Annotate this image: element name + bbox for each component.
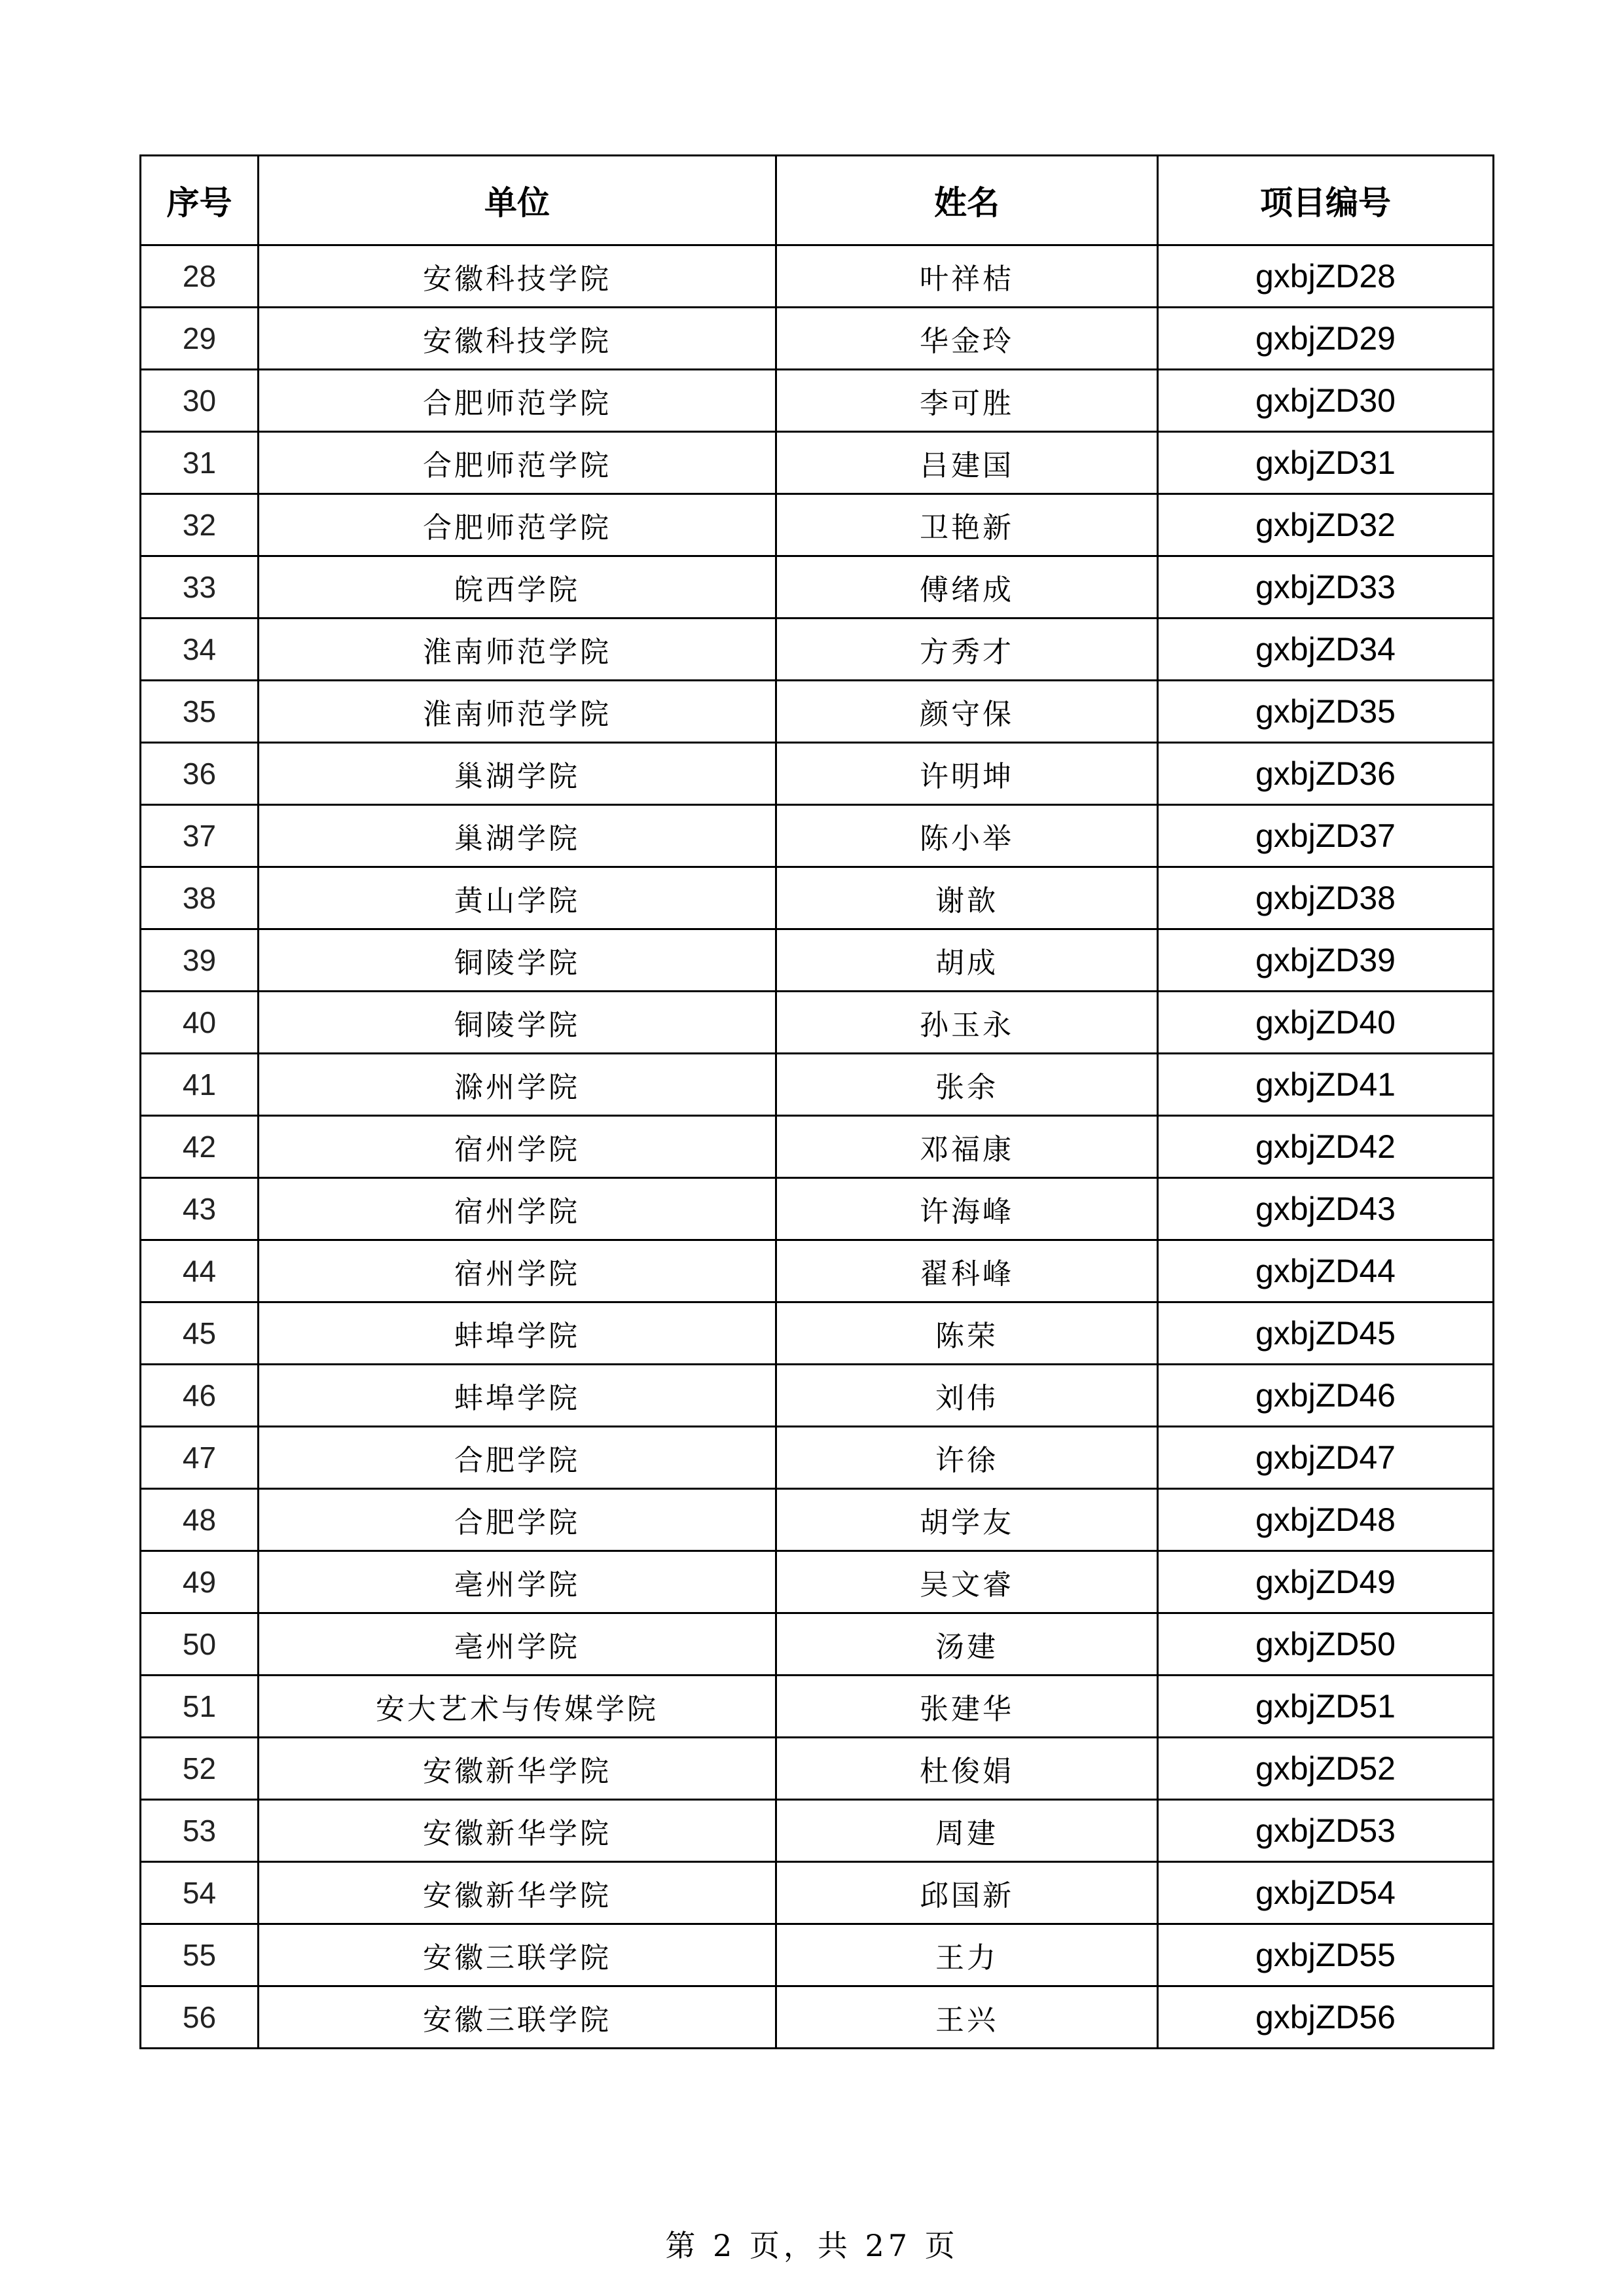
cell-index: 32 — [141, 494, 259, 556]
cell-name: 华金玲 — [776, 308, 1158, 370]
cell-name: 吴文睿 — [776, 1551, 1158, 1613]
cell-name: 周建 — [776, 1800, 1158, 1862]
table-row — [141, 308, 1494, 370]
cell-unit: 宿州学院 — [259, 1240, 776, 1302]
cell-index: 34 — [141, 619, 259, 681]
cell-project-code: gxbjZD36 — [1158, 743, 1494, 805]
cell-unit: 铜陵学院 — [259, 992, 776, 1054]
cell-index: 46 — [141, 1365, 259, 1427]
cell-name: 杜俊娟 — [776, 1738, 1158, 1800]
cell-name: 邱国新 — [776, 1862, 1158, 1924]
cell-name: 陈荣 — [776, 1302, 1158, 1365]
cell-unit: 淮南师范学院 — [259, 681, 776, 743]
cell-project-code: gxbjZD30 — [1158, 370, 1494, 432]
table-row — [141, 432, 1494, 494]
cell-project-code: gxbjZD40 — [1158, 992, 1494, 1054]
cell-index: 56 — [141, 1986, 259, 2049]
cell-index: 44 — [141, 1240, 259, 1302]
cell-unit: 安徽科技学院 — [259, 245, 776, 308]
cell-unit: 亳州学院 — [259, 1551, 776, 1613]
table-row — [141, 1365, 1494, 1427]
table-row — [141, 1489, 1494, 1551]
page-footer: 第 2 页，共 27 页 — [665, 2228, 959, 2263]
cell-name: 王力 — [776, 1924, 1158, 1986]
cell-name: 陈小举 — [776, 805, 1158, 867]
cell-index: 50 — [141, 1613, 259, 1676]
cell-project-code: gxbjZD31 — [1158, 432, 1494, 494]
cell-unit: 皖西学院 — [259, 556, 776, 619]
cell-project-code: gxbjZD45 — [1158, 1302, 1494, 1365]
cell-name: 胡成 — [776, 929, 1158, 992]
cell-index: 54 — [141, 1862, 259, 1924]
cell-index: 29 — [141, 308, 259, 370]
cell-index: 30 — [141, 370, 259, 432]
cell-name: 汤建 — [776, 1613, 1158, 1676]
cell-unit: 安徽新华学院 — [259, 1738, 776, 1800]
cell-index: 35 — [141, 681, 259, 743]
cell-unit: 淮南师范学院 — [259, 619, 776, 681]
table-row — [141, 245, 1494, 308]
cell-index: 43 — [141, 1178, 259, 1240]
cell-project-code: gxbjZD29 — [1158, 308, 1494, 370]
header-name: 姓名 — [776, 156, 1158, 245]
cell-unit: 巢湖学院 — [259, 743, 776, 805]
project-list-table — [139, 154, 1494, 2049]
cell-project-code: gxbjZD51 — [1158, 1676, 1494, 1738]
cell-unit: 安徽三联学院 — [259, 1986, 776, 2049]
table-row — [141, 1302, 1494, 1365]
cell-index: 48 — [141, 1489, 259, 1551]
cell-unit: 黄山学院 — [259, 867, 776, 929]
cell-name: 邓福康 — [776, 1116, 1158, 1178]
cell-index: 49 — [141, 1551, 259, 1613]
table-row — [141, 556, 1494, 619]
cell-project-code: gxbjZD48 — [1158, 1489, 1494, 1551]
cell-name: 谢歆 — [776, 867, 1158, 929]
cell-index: 47 — [141, 1427, 259, 1489]
cell-project-code: gxbjZD47 — [1158, 1427, 1494, 1489]
cell-index: 31 — [141, 432, 259, 494]
cell-index: 51 — [141, 1676, 259, 1738]
table-row — [141, 1862, 1494, 1924]
cell-unit: 安徽科技学院 — [259, 308, 776, 370]
cell-project-code: gxbjZD38 — [1158, 867, 1494, 929]
cell-name: 叶祥桔 — [776, 245, 1158, 308]
cell-project-code: gxbjZD35 — [1158, 681, 1494, 743]
cell-name: 王兴 — [776, 1986, 1158, 2049]
cell-index: 38 — [141, 867, 259, 929]
table-row — [141, 867, 1494, 929]
cell-index: 55 — [141, 1924, 259, 1986]
table-row — [141, 1613, 1494, 1676]
cell-index: 28 — [141, 245, 259, 308]
cell-name: 吕建国 — [776, 432, 1158, 494]
table-row — [141, 1240, 1494, 1302]
cell-index: 45 — [141, 1302, 259, 1365]
cell-unit: 蚌埠学院 — [259, 1365, 776, 1427]
cell-project-code: gxbjZD46 — [1158, 1365, 1494, 1427]
cell-project-code: gxbjZD34 — [1158, 619, 1494, 681]
table-row — [141, 1924, 1494, 1986]
header-unit: 单位 — [259, 156, 776, 245]
table-row — [141, 992, 1494, 1054]
cell-unit: 铜陵学院 — [259, 929, 776, 992]
cell-unit: 安徽三联学院 — [259, 1924, 776, 1986]
cell-name: 张建华 — [776, 1676, 1158, 1738]
cell-unit: 蚌埠学院 — [259, 1302, 776, 1365]
cell-index: 52 — [141, 1738, 259, 1800]
table-row — [141, 370, 1494, 432]
cell-name: 许明坤 — [776, 743, 1158, 805]
cell-project-code: gxbjZD42 — [1158, 1116, 1494, 1178]
cell-name: 许海峰 — [776, 1178, 1158, 1240]
cell-name: 卫艳新 — [776, 494, 1158, 556]
cell-project-code: gxbjZD43 — [1158, 1178, 1494, 1240]
cell-name: 方秀才 — [776, 619, 1158, 681]
cell-project-code: gxbjZD55 — [1158, 1924, 1494, 1986]
cell-unit: 合肥师范学院 — [259, 432, 776, 494]
cell-index: 39 — [141, 929, 259, 992]
cell-index: 36 — [141, 743, 259, 805]
cell-name: 许徐 — [776, 1427, 1158, 1489]
cell-project-code: gxbjZD33 — [1158, 556, 1494, 619]
table-row — [141, 1054, 1494, 1116]
cell-project-code: gxbjZD54 — [1158, 1862, 1494, 1924]
table-row — [141, 1738, 1494, 1800]
cell-name: 翟科峰 — [776, 1240, 1158, 1302]
cell-unit: 滁州学院 — [259, 1054, 776, 1116]
table-body — [141, 245, 1494, 2049]
cell-project-code: gxbjZD49 — [1158, 1551, 1494, 1613]
table-row — [141, 1427, 1494, 1489]
cell-unit: 安徽新华学院 — [259, 1862, 776, 1924]
cell-name: 傅绪成 — [776, 556, 1158, 619]
cell-index: 41 — [141, 1054, 259, 1116]
table-row — [141, 1676, 1494, 1738]
cell-project-code: gxbjZD52 — [1158, 1738, 1494, 1800]
cell-unit: 宿州学院 — [259, 1116, 776, 1178]
table-header-row — [141, 156, 1494, 245]
cell-index: 42 — [141, 1116, 259, 1178]
cell-project-code: gxbjZD32 — [1158, 494, 1494, 556]
cell-name: 颜守保 — [776, 681, 1158, 743]
cell-index: 40 — [141, 992, 259, 1054]
cell-project-code: gxbjZD53 — [1158, 1800, 1494, 1862]
table-row — [141, 1116, 1494, 1178]
cell-index: 53 — [141, 1800, 259, 1862]
cell-project-code: gxbjZD37 — [1158, 805, 1494, 867]
cell-unit: 巢湖学院 — [259, 805, 776, 867]
cell-unit: 合肥学院 — [259, 1489, 776, 1551]
table-row — [141, 681, 1494, 743]
table-row — [141, 1986, 1494, 2049]
cell-unit: 安徽新华学院 — [259, 1800, 776, 1862]
cell-name: 孙玉永 — [776, 992, 1158, 1054]
table-row — [141, 1178, 1494, 1240]
cell-project-code: gxbjZD50 — [1158, 1613, 1494, 1676]
cell-unit: 合肥学院 — [259, 1427, 776, 1489]
cell-name: 胡学友 — [776, 1489, 1158, 1551]
cell-name: 刘伟 — [776, 1365, 1158, 1427]
table-row — [141, 805, 1494, 867]
table-row — [141, 929, 1494, 992]
cell-unit: 合肥师范学院 — [259, 370, 776, 432]
cell-index: 33 — [141, 556, 259, 619]
header-index: 序号 — [141, 156, 259, 245]
table-row — [141, 619, 1494, 681]
table-row — [141, 743, 1494, 805]
cell-unit: 宿州学院 — [259, 1178, 776, 1240]
cell-name: 张余 — [776, 1054, 1158, 1116]
cell-project-code: gxbjZD28 — [1158, 245, 1494, 308]
table-row — [141, 1800, 1494, 1862]
cell-unit: 安大艺术与传媒学院 — [259, 1676, 776, 1738]
cell-unit: 亳州学院 — [259, 1613, 776, 1676]
table-row — [141, 1551, 1494, 1613]
cell-index: 37 — [141, 805, 259, 867]
cell-project-code: gxbjZD56 — [1158, 1986, 1494, 2049]
table-row — [141, 494, 1494, 556]
header-project-code: 项目编号 — [1158, 156, 1494, 245]
cell-project-code: gxbjZD39 — [1158, 929, 1494, 992]
cell-unit: 合肥师范学院 — [259, 494, 776, 556]
cell-name: 李可胜 — [776, 370, 1158, 432]
cell-project-code: gxbjZD41 — [1158, 1054, 1494, 1116]
cell-project-code: gxbjZD44 — [1158, 1240, 1494, 1302]
